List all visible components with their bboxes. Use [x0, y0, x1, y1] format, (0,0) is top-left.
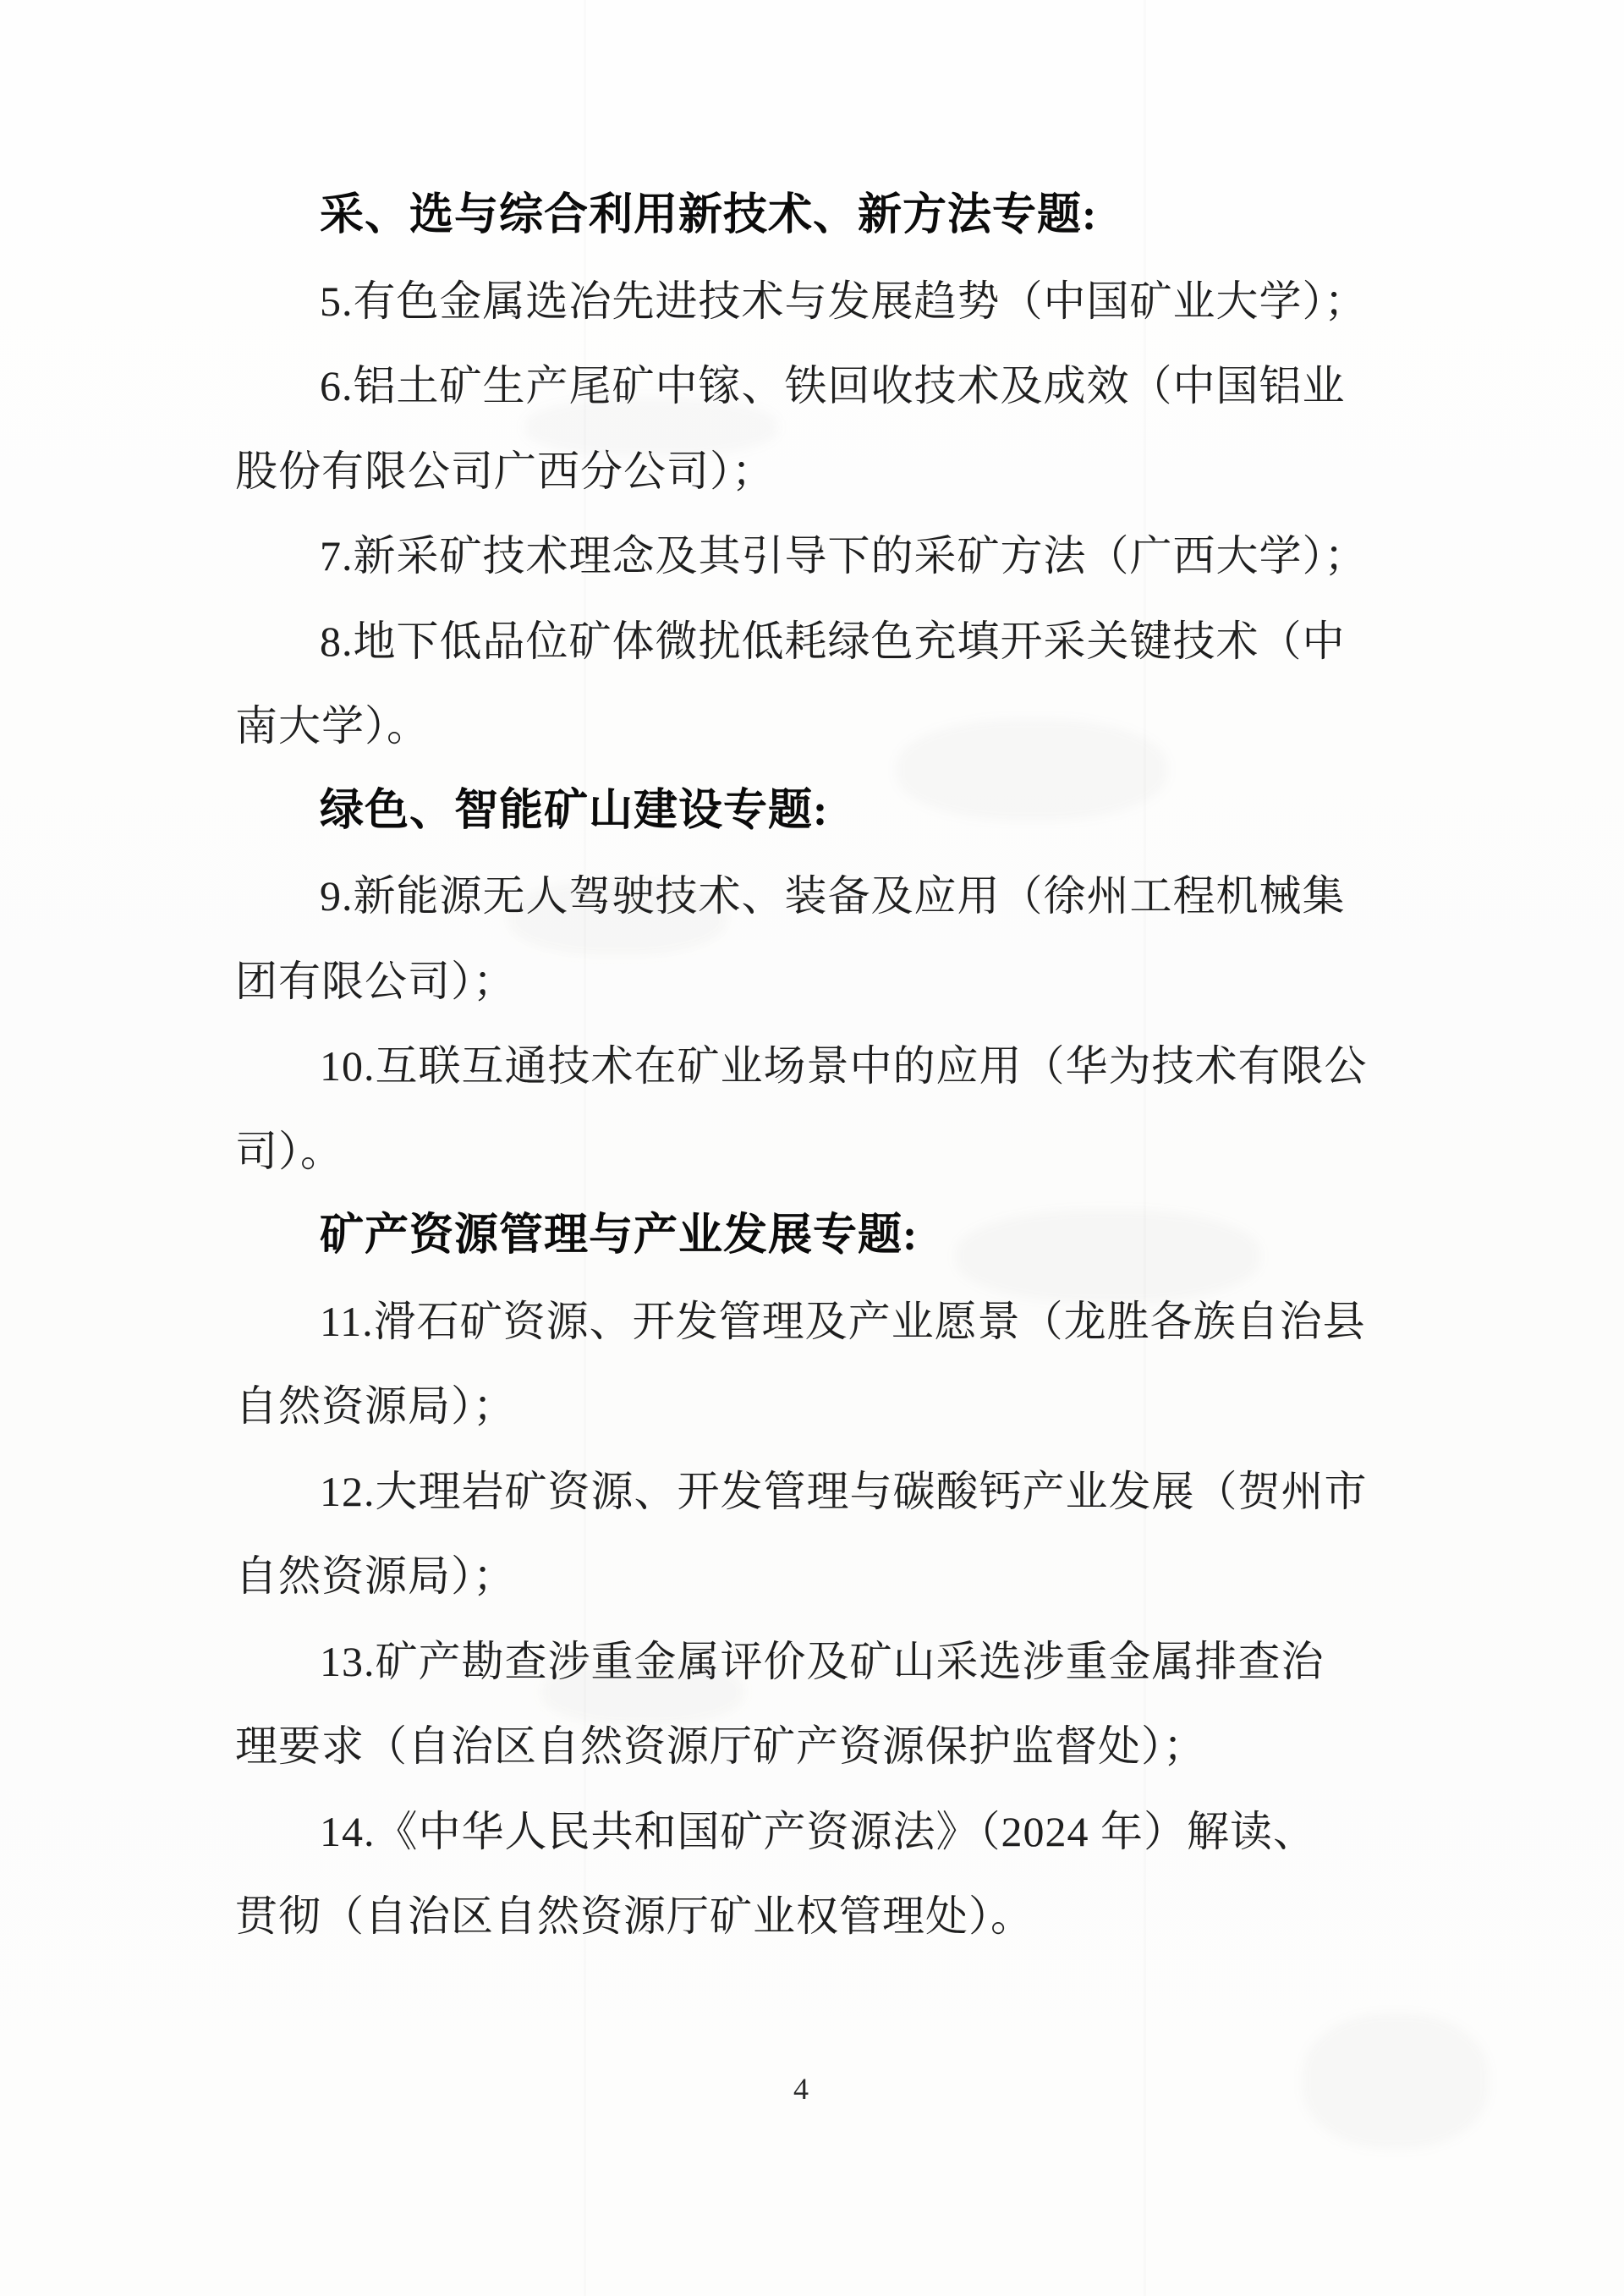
item-10-line-1: 10.互联互通技术在矿业场景中的应用（华为技术有限公 [320, 1042, 1368, 1090]
page-number: 4 [793, 2072, 809, 2106]
item-7-line: 7.新采矿技术理念及其引导下的采矿方法（广西大学）； [320, 532, 1368, 579]
item-12-line-2: 自然资源局）； [235, 1552, 516, 1600]
item-6-line-2: 股份有限公司广西分公司）； [235, 447, 775, 495]
item-14-line-1: 14.《中华人民共和国矿产资源法》（2024 年）解读、 [320, 1807, 1316, 1855]
item-9-line-1: 9.新能源无人驾驶技术、装备及应用（徐州工程机械集 [320, 872, 1346, 920]
topic-heading-mining-new-tech: 采、选与综合利用新技术、新方法专题: [320, 191, 1098, 239]
item-9-line-2: 团有限公司）； [235, 957, 516, 1005]
item-6-line-1: 6.铝土矿生产尾矿中镓、铁回收技术及成效（中国铝业 [320, 362, 1346, 409]
item-11-line-2: 自然资源局）； [235, 1382, 516, 1430]
item-8-line-2: 南大学）。 [235, 702, 430, 750]
item-10-line-2: 司）。 [235, 1127, 343, 1175]
item-11-line-1: 11.滑石矿资源、开发管理及产业愿景（龙胜各族自治县 [320, 1297, 1366, 1345]
scan-smudge [1303, 2013, 1489, 2149]
item-12-line-1: 12.大理岩矿资源、开发管理与碳酸钙产业发展（贺州市 [320, 1467, 1368, 1515]
topic-heading-resource-management: 矿产资源管理与产业发展专题: [320, 1211, 919, 1260]
document-body [235, 173, 1402, 1959]
item-13-line-2: 理要求（自治区自然资源厅矿产资源保护监督处）； [235, 1722, 1206, 1770]
topic-heading-green-smart-mine: 绿色、智能矿山建设专题: [320, 786, 829, 835]
item-14-line-2: 贯彻（自治区自然资源厅矿业权管理处）。 [235, 1892, 1034, 1940]
item-13-line-1: 13.矿产勘查涉重金属评价及矿山采选涉重金属排查治 [320, 1637, 1325, 1685]
item-5-line: 5.有色金属选冶先进技术与发展趋势（中国矿业大学）； [320, 277, 1368, 325]
item-8-line-1: 8.地下低品位矿体微扰低耗绿色充填开采关键技术（中 [320, 617, 1346, 665]
